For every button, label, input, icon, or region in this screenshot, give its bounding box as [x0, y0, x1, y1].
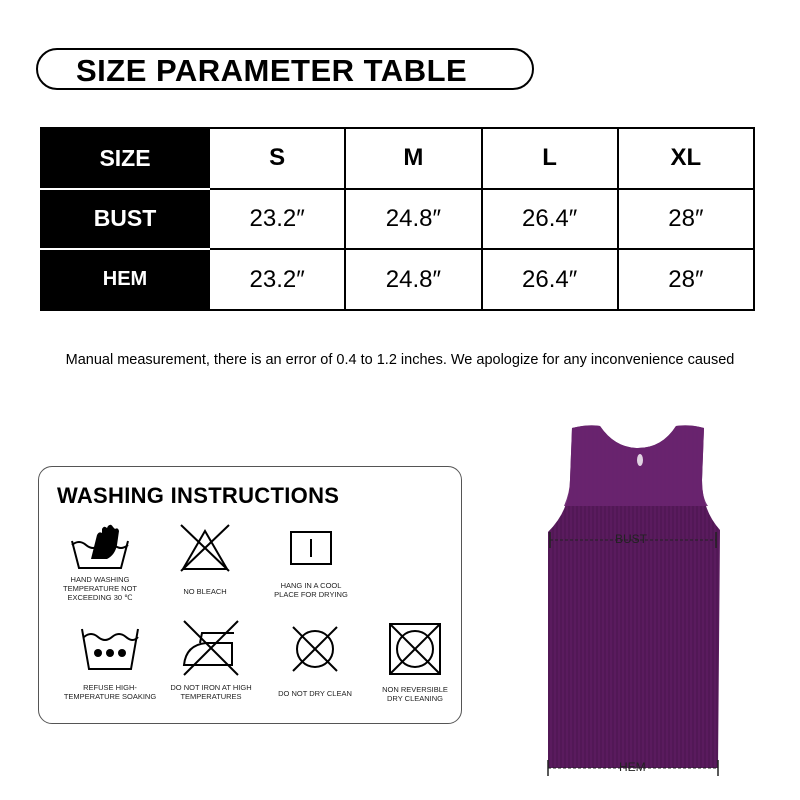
washing-title: WASHING INSTRUCTIONS: [57, 483, 340, 508]
symbol-no-iron: [161, 619, 261, 701]
symbol-label: DRY CLEANING: [387, 694, 443, 703]
symbol-no-bleach: [159, 523, 251, 596]
symbol-label: EXCEEDING 30 ℃: [67, 593, 133, 602]
symbol-hand-wash: [55, 523, 145, 602]
symbol-no-soak: [55, 625, 165, 701]
table-cell: XL: [618, 128, 754, 189]
bust-label: BUST: [615, 532, 648, 546]
symbol-label: HANG IN A COOL: [280, 581, 342, 590]
symbol-label: DO NOT DRY CLEAN: [278, 689, 352, 698]
table-cell: 28″: [618, 249, 754, 310]
measurement-note: Manual measurement, there is an error of 0.4 to 1.2 inches. We apologize for any inconvenience caused: [65, 352, 735, 368]
page-title: SIZE PARAMETER TABLE: [76, 53, 468, 88]
row-header: SIZE: [41, 128, 209, 189]
no-iron-icon: [180, 619, 242, 677]
symbol-label: DO NOT IRON AT HIGH: [170, 683, 252, 692]
no-bleach-icon: [177, 523, 233, 573]
no-dry-clean-icon: [289, 623, 341, 675]
symbol-label: HAND WASHING: [70, 575, 130, 584]
symbol-label: TEMPERATURE SOAKING: [63, 692, 157, 701]
non-reversible-dry-clean-icon: [387, 621, 443, 677]
title-banner: [36, 48, 534, 90]
symbol-label: NON REVERSIBLE: [382, 685, 448, 694]
table-cell: L: [482, 128, 618, 189]
symbol-label: TEMPERATURES: [180, 692, 242, 701]
symbol-non-reversible-dry-clean: [369, 621, 461, 703]
table-cell: 26.4″: [482, 249, 618, 310]
symbol-hang-dry: [265, 529, 357, 599]
row-header: HEM: [41, 249, 209, 310]
tank-top-image: [540, 420, 740, 782]
symbol-no-dry-clean: [267, 623, 363, 698]
table-cell: S: [209, 128, 345, 189]
hang-dry-icon: [288, 529, 334, 567]
table-cell: M: [345, 128, 481, 189]
symbol-label: TEMPERATURE NOT: [62, 584, 138, 593]
table-cell: 28″: [618, 189, 754, 250]
symbol-label: NO BLEACH: [183, 587, 227, 596]
table-cell: 26.4″: [482, 189, 618, 250]
size-table: [40, 127, 755, 311]
table-cell: 23.2″: [209, 189, 345, 250]
hand-wash-icon: [69, 523, 131, 571]
hem-label: HEM: [619, 760, 646, 774]
table-cell: 23.2″: [209, 249, 345, 310]
table-row: [41, 249, 754, 310]
table-row: [41, 189, 754, 250]
symbol-label: PLACE FOR DRYING: [274, 590, 348, 599]
table-cell: 24.8″: [345, 249, 481, 310]
symbol-label: REFUSE HIGH-: [83, 683, 137, 692]
table-row: [41, 128, 754, 189]
no-soak-icon: [79, 625, 141, 673]
table-cell: 24.8″: [345, 189, 481, 250]
washing-instructions-panel: [38, 466, 462, 724]
row-header: BUST: [41, 189, 209, 250]
